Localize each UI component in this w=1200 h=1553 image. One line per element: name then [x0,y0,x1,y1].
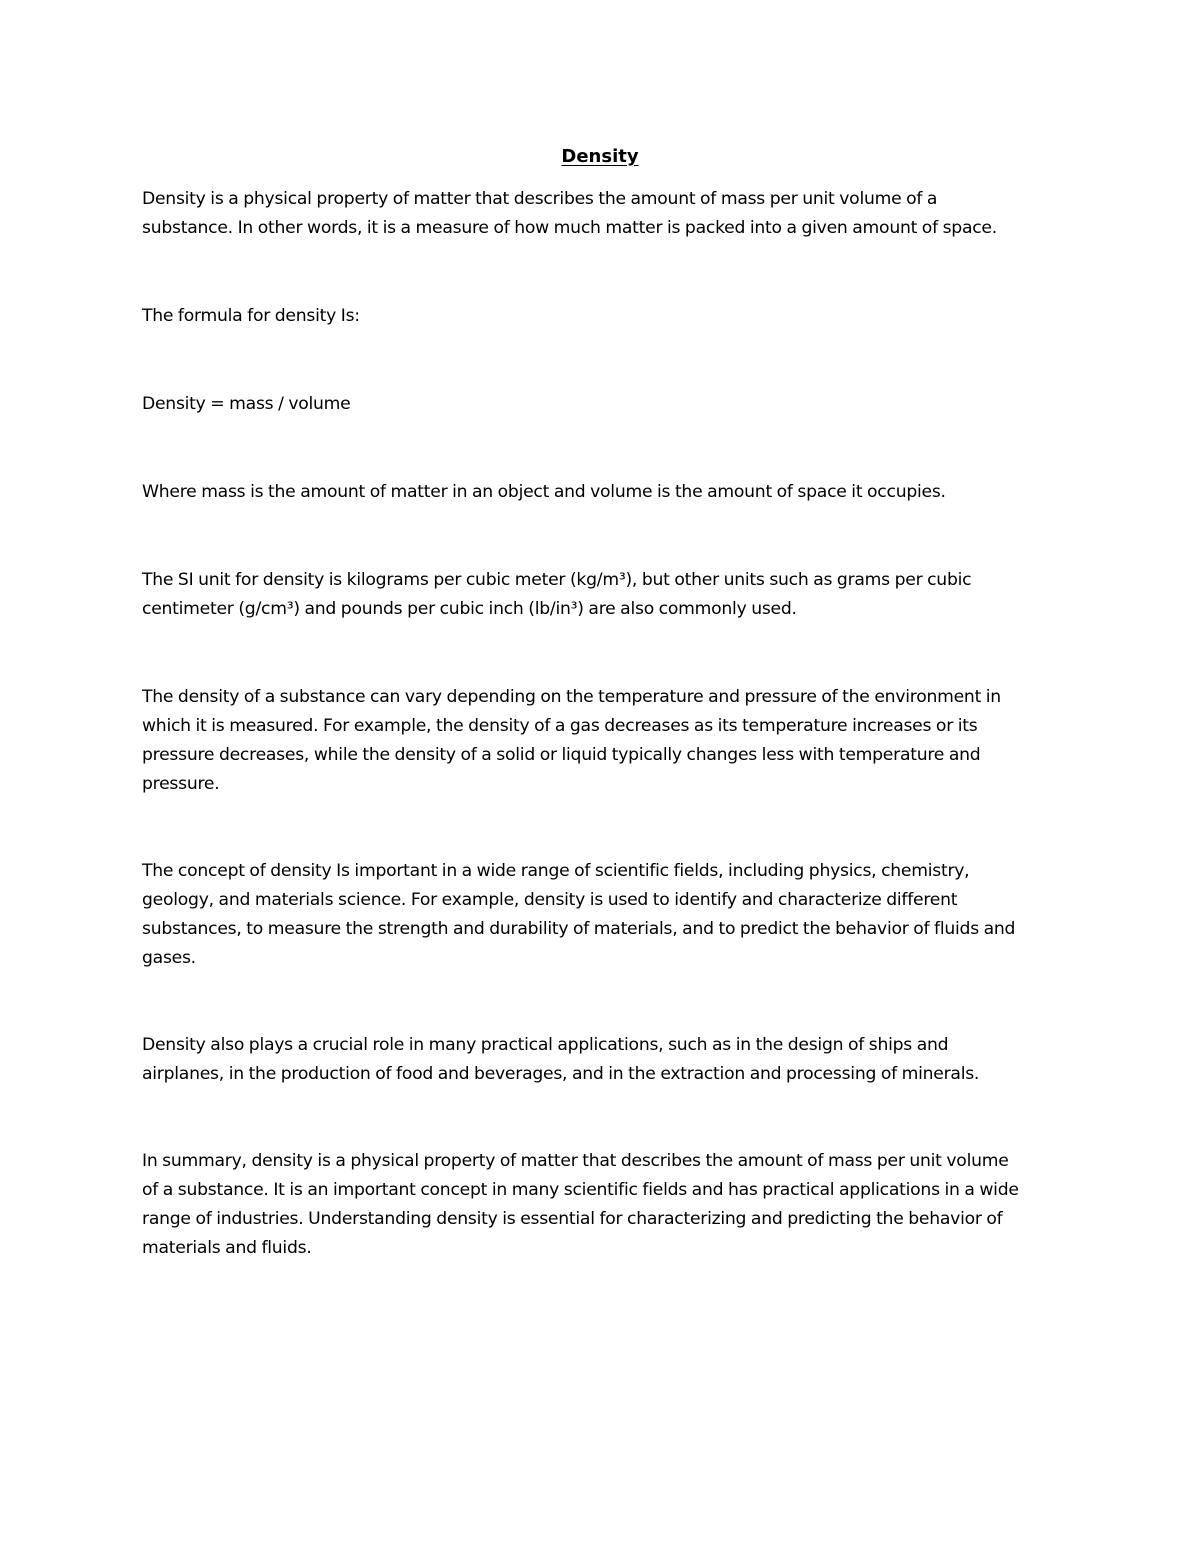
paragraph-line: substances, to measure the strength and durability of materials, and to predict the behavior of fluids and [142,919,1016,939]
paragraph-importance [142,857,1062,973]
paragraph-line: materials and fluids. [142,1238,312,1258]
paragraph-variation [142,683,1062,799]
document-title: Density [561,146,639,167]
paragraph-formula-intro [142,302,1062,331]
paragraph-line: range of industries. Understanding density is essential for characterizing and predicting the behavior of [142,1209,1003,1229]
paragraph-line: pressure. [142,774,220,794]
paragraph-line: The density of a substance can vary depending on the temperature and pressure of the environment in [142,687,1001,707]
paragraph-line: centimeter (g/cm³) and pounds per cubic inch (lb/in³) are also commonly used. [142,599,797,619]
paragraph-line: airplanes, in the production of food and beverages, and in the extraction and processing of minerals. [142,1064,980,1084]
paragraph-line: gases. [142,948,196,968]
paragraph-line: geology, and materials science. For example, density is used to identify and characterize different [142,890,958,910]
paragraph-line: In summary, density is a physical property of matter that describes the amount of mass per unit volume [142,1151,1009,1171]
paragraph-formula [142,390,1062,419]
paragraph-si-unit [142,566,1062,624]
paragraph-line: The SI unit for density is kilograms per cubic meter (kg/m³), but other units such as grams per cubic [142,570,972,590]
paragraph-line: Where mass is the amount of matter in an object and volume is the amount of space it occupies. [142,482,946,502]
paragraph-line: The formula for density Is: [142,306,360,326]
paragraph-line: Density = mass / volume [142,394,351,414]
paragraph-line: The concept of density Is important in a wide range of scientific fields, including physics, chemistry, [142,861,970,881]
paragraph-line: which it is measured. For example, the density of a gas decreases as its temperature increases or its [142,716,978,736]
paragraph-formula-explanation [142,478,1062,507]
paragraph-summary [142,1147,1062,1263]
paragraph-applications [142,1031,1062,1089]
paragraph-line: of a substance. It is an important concept in many scientific fields and has practical applications in a wide [142,1180,1019,1200]
paragraph-line: Density is a physical property of matter that describes the amount of mass per unit volume of a [142,189,938,209]
paragraph-definition [142,185,1062,243]
paragraph-line: pressure decreases, while the density of a solid or liquid typically changes less with temperature and [142,745,981,765]
paragraph-line: substance. In other words, it is a measure of how much matter is packed into a given amount of space. [142,218,997,238]
paragraph-line: Density also plays a crucial role in many practical applications, such as in the design of ships and [142,1035,949,1055]
